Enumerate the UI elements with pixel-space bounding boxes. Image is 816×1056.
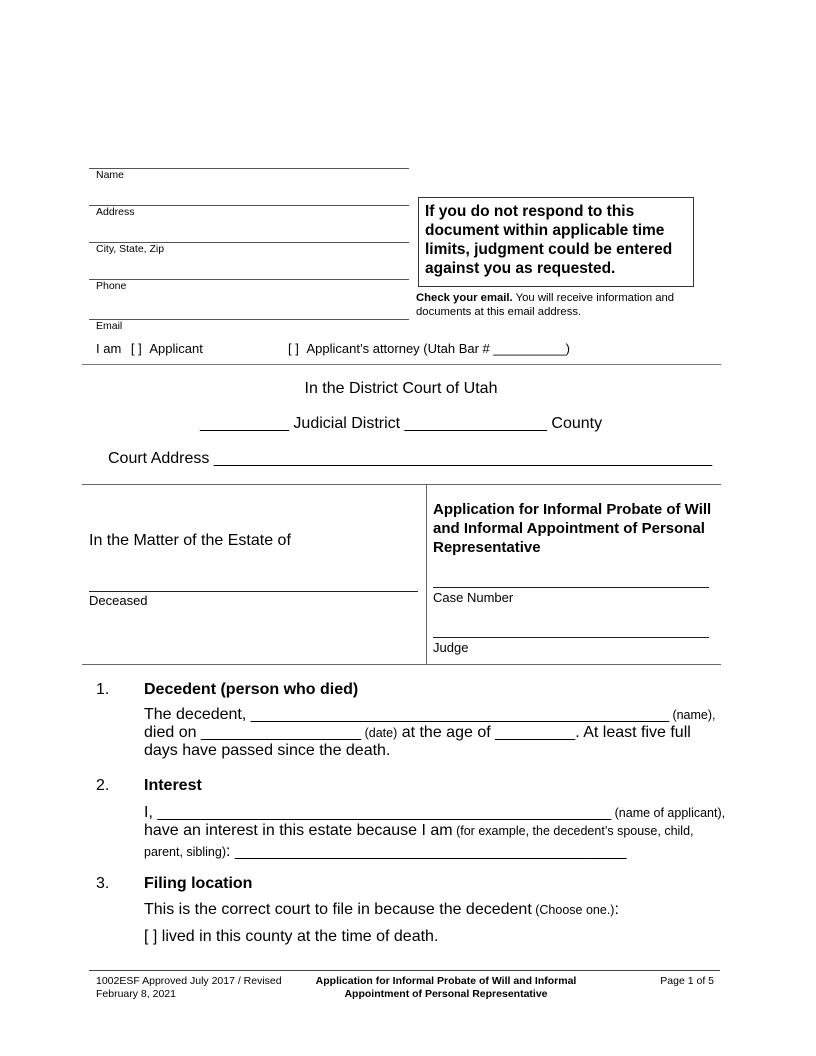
filing-location-text: This is the correct court to file in because the decedent: [144, 901, 532, 918]
interest-reason-line: [144, 822, 694, 840]
attorney-checkbox[interactable]: [ ]: [288, 341, 299, 356]
relation-blank: : ____________________________________________: [226, 843, 627, 860]
email-label: Email: [96, 320, 123, 332]
footer-form-id-line2: February 8, 2021: [96, 988, 176, 1000]
deceased-label: Deceased: [89, 593, 148, 608]
section-number: 2.: [96, 777, 110, 794]
caption-divider: [426, 484, 427, 664]
decedent-name-text: The decedent, _______________________________________________: [144, 706, 669, 723]
judge-label: Judge: [433, 640, 469, 655]
address-label: Address: [96, 206, 135, 218]
footer-form-id: [96, 975, 282, 1001]
header-divider: [82, 364, 721, 365]
applicant-name-hint: (name of applicant),: [611, 806, 726, 820]
footer-form-id-line1: 1002ESF Approved July 2017 / Revised: [96, 975, 282, 987]
footer-title-line1: Application for Informal Probate of Will and Informal: [315, 975, 577, 987]
footer-title: [300, 975, 592, 1001]
relation-hint: parent, sibling): [144, 845, 226, 859]
section-title-filing-location: Filing location: [144, 875, 253, 892]
city-label: City, State, Zip: [96, 243, 165, 255]
interest-hint: (for example, the decedent’s spouse, child,: [452, 824, 694, 838]
address-line: [89, 205, 409, 206]
check-email-note: [416, 291, 706, 319]
age-text: at the age of _________. At least five full: [397, 724, 691, 741]
deceased-line: [89, 591, 418, 592]
died-on-text: died on __________________: [144, 724, 362, 741]
lived-in-county-option[interactable]: [ ] lived in this county at the time of death.: [144, 928, 439, 945]
footer-title-line2: Appointment of Personal Representative: [344, 988, 548, 1000]
case-number-label: Case Number: [433, 590, 514, 605]
case-number-line: [433, 587, 709, 588]
check-email-rest: You will receive information and documents at this email address.: [416, 292, 675, 318]
section-title-interest: Interest: [144, 777, 202, 794]
response-notice-box: [418, 197, 694, 287]
attorney-option: [288, 341, 570, 356]
name-label: Name: [96, 169, 125, 181]
section-number: 3.: [96, 875, 110, 892]
filing-location-intro: [144, 901, 619, 919]
estate-matter-label: In the Matter of the Estate of: [89, 532, 291, 549]
phone-label: Phone: [96, 280, 127, 292]
role-line: [96, 341, 203, 356]
interest-text: have an interest in this estate because I am: [144, 822, 453, 839]
email-line: [89, 319, 409, 320]
judge-line: [433, 637, 709, 638]
colon: :: [614, 901, 619, 918]
check-email-bold: Check your email.: [416, 292, 513, 304]
applicant-name-text: I, ___________________________________________________: [144, 804, 612, 821]
date-hint: (date): [361, 726, 398, 740]
decedent-name-line: [144, 706, 716, 724]
footer-page-number: Page 1 of 5: [660, 975, 714, 987]
court-address-line: Court Address ________________________________________________________: [108, 450, 713, 467]
court-title: In the District Court of Utah: [304, 380, 498, 397]
applicant-name-line: [144, 804, 725, 822]
name-line: [89, 168, 409, 169]
decedent-name-hint: (name),: [668, 708, 716, 722]
applicant-checkbox[interactable]: [ ]: [130, 341, 142, 356]
interest-relation-line: [144, 843, 626, 861]
i-am-label: I am: [96, 341, 122, 356]
days-passed-line: days have passed since the death.: [144, 742, 391, 759]
document-title: Application for Informal Probate of Will and Informal Appointment of Personal Representative: [433, 501, 712, 556]
section-title-decedent: Decedent (person who died): [144, 681, 359, 698]
applicant-label: Applicant: [149, 341, 203, 356]
section-number: 1.: [96, 681, 110, 698]
choose-one-hint: (Choose one.): [531, 903, 615, 917]
footer-divider: [89, 970, 720, 971]
phone-line: [89, 279, 409, 280]
response-notice-text: If you do not respond to this document within applicable time limits, judgment could be entered against you as requested.: [425, 203, 673, 277]
decedent-date-line: [144, 724, 691, 742]
judicial-district-line: __________ Judicial District ________________ County: [200, 415, 603, 432]
attorney-label: Applicant’s attorney (Utah Bar # __________): [306, 341, 571, 356]
